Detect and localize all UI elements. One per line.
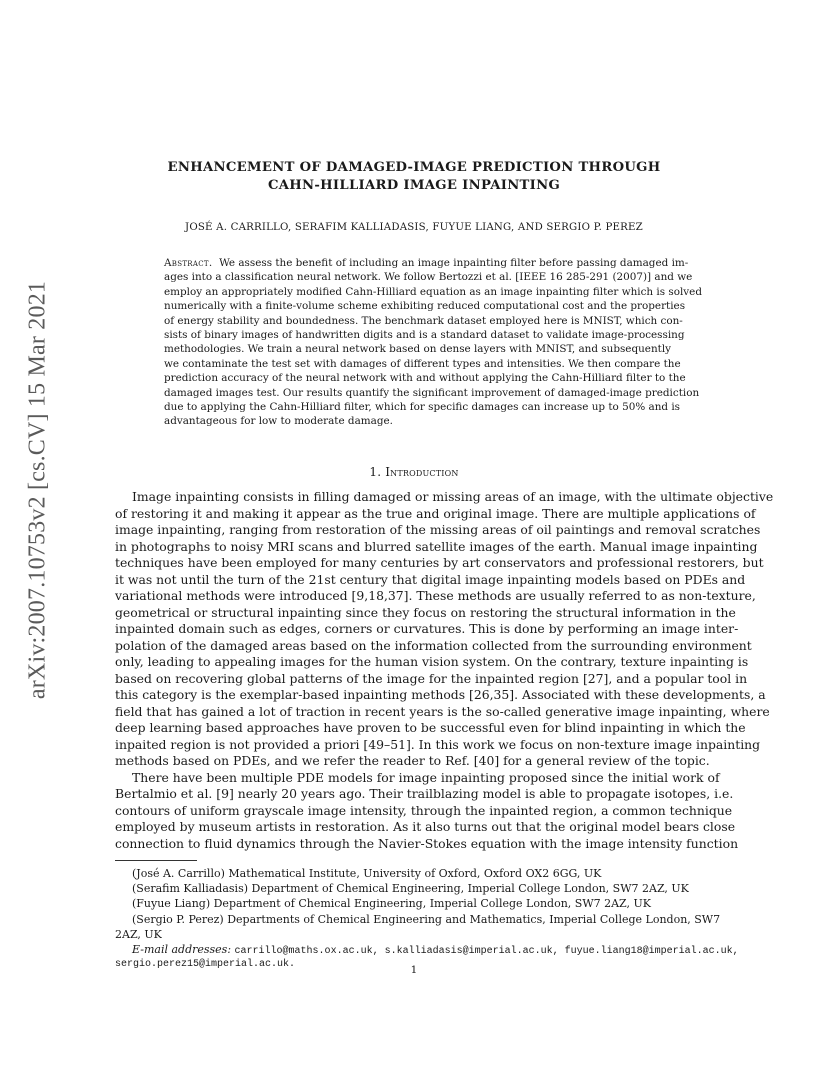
abstract-line: damaged images test. Our results quantify the significant improvement of damaged-image prediction: [164, 386, 700, 399]
body-line: Bertalmio et al. [9] nearly 20 years ago. Their trailblazing model is able to propagate isotopes, i.e.: [115, 786, 734, 801]
footnote-divider: [115, 860, 197, 861]
affiliation-line: 2AZ, UK: [115, 927, 162, 941]
abstract-line: employ an appropriately modified Cahn-Hilliard equation as an image inpainting filter which is solved: [164, 285, 702, 298]
abstract-line: Abstract. We assess the benefit of including an image inpainting filter before passing damaged im-: [164, 257, 689, 269]
body-line: techniques have been employed for many centuries by art conservators and professional restorers, but: [115, 555, 764, 570]
body-line: polation of the damaged areas based on the information collected from the surrounding environment: [115, 637, 752, 653]
section-heading-introduction: 1. Introduction: [369, 465, 459, 479]
email-addresses-continued[interactable]: sergio.perez15@imperial.ac.uk.: [115, 959, 296, 971]
body-line: in photographs to noisy MRI scans and blurred satellite images of the earth. Manual image inpainting: [115, 538, 758, 554]
body-line: contours of uniform grayscale image intensity, through the inpainted region, a common technique: [115, 802, 733, 818]
abstract-line: advantageous for low to moderate damage.: [164, 415, 393, 428]
body-line: methods based on PDEs, and we refer the reader to Ref. [40] for a general review of the topic.: [115, 753, 710, 768]
affiliation-line: (José A. Carrillo) Mathematical Institute, University of Oxford, Oxford OX2 6GG, UK: [132, 867, 602, 880]
body-line: based on recovering global patterns of the image for the inpainted region [27], and a popular tool in: [115, 670, 748, 686]
abstract-line: methodologies. We train a neural network based on dense layers with MNIST, and subsequently: [164, 343, 672, 356]
email-label: E-mail addresses:: [132, 942, 232, 956]
body-line: variational methods were introduced [9,18,37]. These methods are usually referred to as non-texture,: [115, 588, 756, 603]
body-line: of restoring it and making it appear as the true and original image. There are multiple applications of: [115, 505, 756, 521]
abstract-line: due to applying the Cahn-Hilliard filter, which for specific damages can increase up to 50% and is: [164, 400, 680, 413]
abstract-line: of energy stability and boundedness. The benchmark dataset employed here is MNIST, which con-: [164, 314, 683, 327]
author-affiliations: [115, 866, 739, 972]
abstract-line: ages into a classification neural network. We follow Bertozzi et al. [IEEE 16 285-291 (2007)] and we: [164, 271, 693, 284]
body-line: only, leading to appealing images for the human vision system. On the contrary, texture inpainting is: [115, 654, 749, 669]
arxiv-identifier-text: arXiv:2007.10753v2 [cs.CV] 15 Mar 2021: [24, 280, 51, 700]
paper-title-line-1: ENHANCEMENT OF DAMAGED-IMAGE PREDICTION THROUGH: [167, 160, 661, 175]
affiliation-line: (Serafim Kalliadasis) Department of Chemical Engineering, Imperial College London, SW7 2AZ, UK: [132, 882, 689, 896]
body-line: geometrical or structural inpainting since they focus on restoring the structural information in the: [115, 604, 736, 620]
affiliation-line: (Sergio P. Perez) Departments of Chemical Engineering and Mathematics, Imperial College London, SW7: [132, 912, 721, 926]
paper-title-line-2: CAHN-HILLIARD IMAGE INPAINTING: [267, 178, 561, 193]
abstract-line: prediction accuracy of the neural network with and without applying the Cahn-Hilliard filter to the: [164, 372, 686, 385]
body-line: it was not until the turn of the 21st century that digital image inpainting models based on PDEs and: [115, 571, 746, 587]
body-line: inpaited region is not provided a priori [49–51]. In this work we focus on non-texture image inpainting: [115, 736, 761, 752]
body-line: image inpainting, ranging from restoration of the missing areas of oil paintings and removal scratches: [115, 522, 761, 537]
body-line: employed by museum artists in restoration. As it also turns out that the original model bears close: [115, 819, 736, 834]
page-number: 1: [410, 964, 418, 976]
email-addresses[interactable]: carrillo@maths.ox.ac.uk, s.kalliadasis@imperial.ac.uk, fuyue.liang18@imperial.ac.uk,: [234, 945, 739, 957]
abstract-line: sists of binary images of handwritten digits and is a standard dataset to validate image-processing: [164, 328, 685, 341]
body-line: this category is the exemplar-based inpainting methods [26,35]. Associated with these developments, a: [115, 687, 766, 702]
affiliation-line: (Fuyue Liang) Department of Chemical Engineering, Imperial College London, SW7 2AZ, UK: [132, 897, 651, 911]
abstract-line: we contaminate the test set with damages of different types and intensities. We then compare the: [164, 357, 681, 370]
body-line: field that has gained a lot of traction in recent years is the so-called generative image inpainting, where: [115, 703, 770, 719]
body-line: deep learning based approaches have proven to be successful even for blind inpainting in which the: [115, 720, 746, 735]
email-line: [115, 942, 739, 957]
body-line: inpainted domain such as edges, corners or curvatures. This is done by performing an image inter-: [115, 621, 739, 636]
body-line: Image inpainting consists in filling damaged or missing areas of an image, with the ultimate objective: [132, 489, 774, 504]
abstract-line: numerically with a finite-volume scheme exhibiting reduced computational cost and the properties: [164, 300, 686, 313]
abstract: [164, 256, 702, 429]
author-list: JOSÉ A. CARRILLO, SERAFIM KALLIADASIS, FUYUE LIANG, AND SERGIO P. PEREZ: [185, 222, 643, 233]
arxiv-identifier-stamp: [18, 280, 58, 700]
abstract-label: Abstract.: [164, 257, 213, 269]
introduction-body: [115, 489, 774, 852]
body-line: connection to fluid dynamics through the Navier-Stokes equation with the image intensity function: [115, 835, 739, 851]
body-line: There have been multiple PDE models for image inpainting proposed since the initial work of: [132, 769, 720, 785]
